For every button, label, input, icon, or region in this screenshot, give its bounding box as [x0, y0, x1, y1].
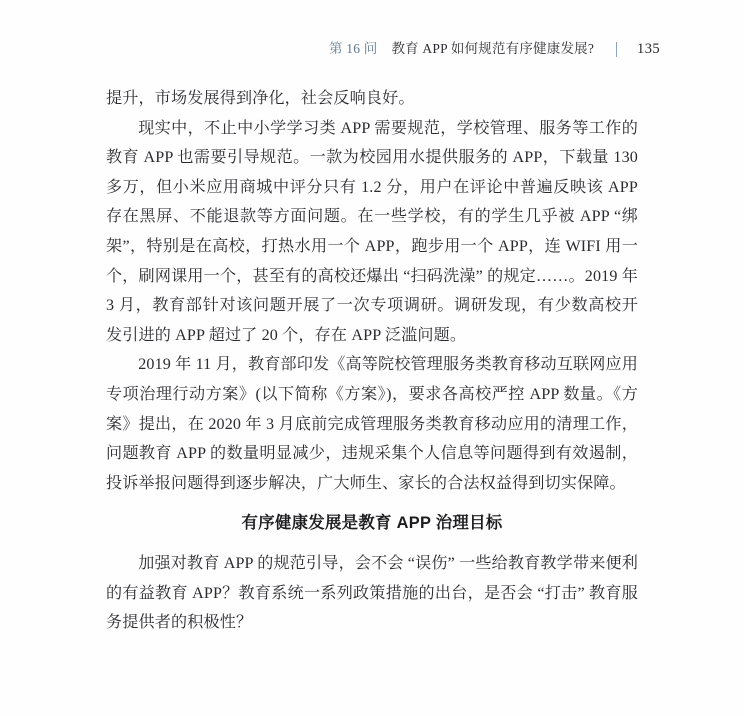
paragraph: 现实中，不止中小学学习类 APP 需要规范，学校管理、服务等工作的教育 APP 也需要引导规范。一款为校园用水提供服务的 APP，下载量 130 多万，但小米应用商城中评分只有 1.2 分，用户在评论中普遍反映该 APP 存在黑屏、不能退款等方面问题。在一些学校，有的学生几乎被 APP “绑架”，特别是在高校，打热水用一个 APP，跑步用一个 APP，连 WIFI 用一个，刷网课用一个，甚至有的高校还爆出 “扫码洗澡” 的规定……。2019 年 3 月，教育部针对该问题开展了一次专项调研。调研发现，有少数高校开发引进的 APP 超过了 20 个，存在 APP 泛滥问题。: [106, 119, 638, 344]
header-separator-rule: [616, 42, 617, 57]
running-header: [0, 38, 744, 60]
paragraph: 加强对教育 APP 的规范引导，会不会 “误伤” 一些给教育教学带来便利的有益教育 APP？教育系统一系列政策措施的出台，是否会 “打击” 教育服务提供者的积极性？: [106, 554, 638, 632]
header-question-number: 第 16 问: [328, 41, 378, 57]
header-chapter-title: 教育 APP 如何规范有序健康发展?: [391, 41, 595, 57]
section-heading: 有序健康发展是教育 APP 治理目标: [241, 514, 503, 533]
page-body: [106, 84, 638, 638]
spacer: [106, 539, 638, 549]
page-number: 135: [637, 40, 660, 57]
paragraph: 2019 年 11 月，教育部印发《高等院校管理服务类教育移动互联网应用专项治理行动方案》(以下简称《方案》)，要求各高校严控 APP 数量。《方案》提出，在 2020 年 3 月底前完成管理服务类教育移动应用的清理工作，问题教育 APP 的数量明显减少，违规采集个人信息等问题得到有效遏制，投诉举报问题得到逐步解决，广大师生、家长的合法权益得到切实保障。: [106, 356, 638, 492]
spacer: [106, 498, 638, 509]
paragraph: 提升，市场发展得到净化，社会反响良好。: [106, 90, 415, 107]
